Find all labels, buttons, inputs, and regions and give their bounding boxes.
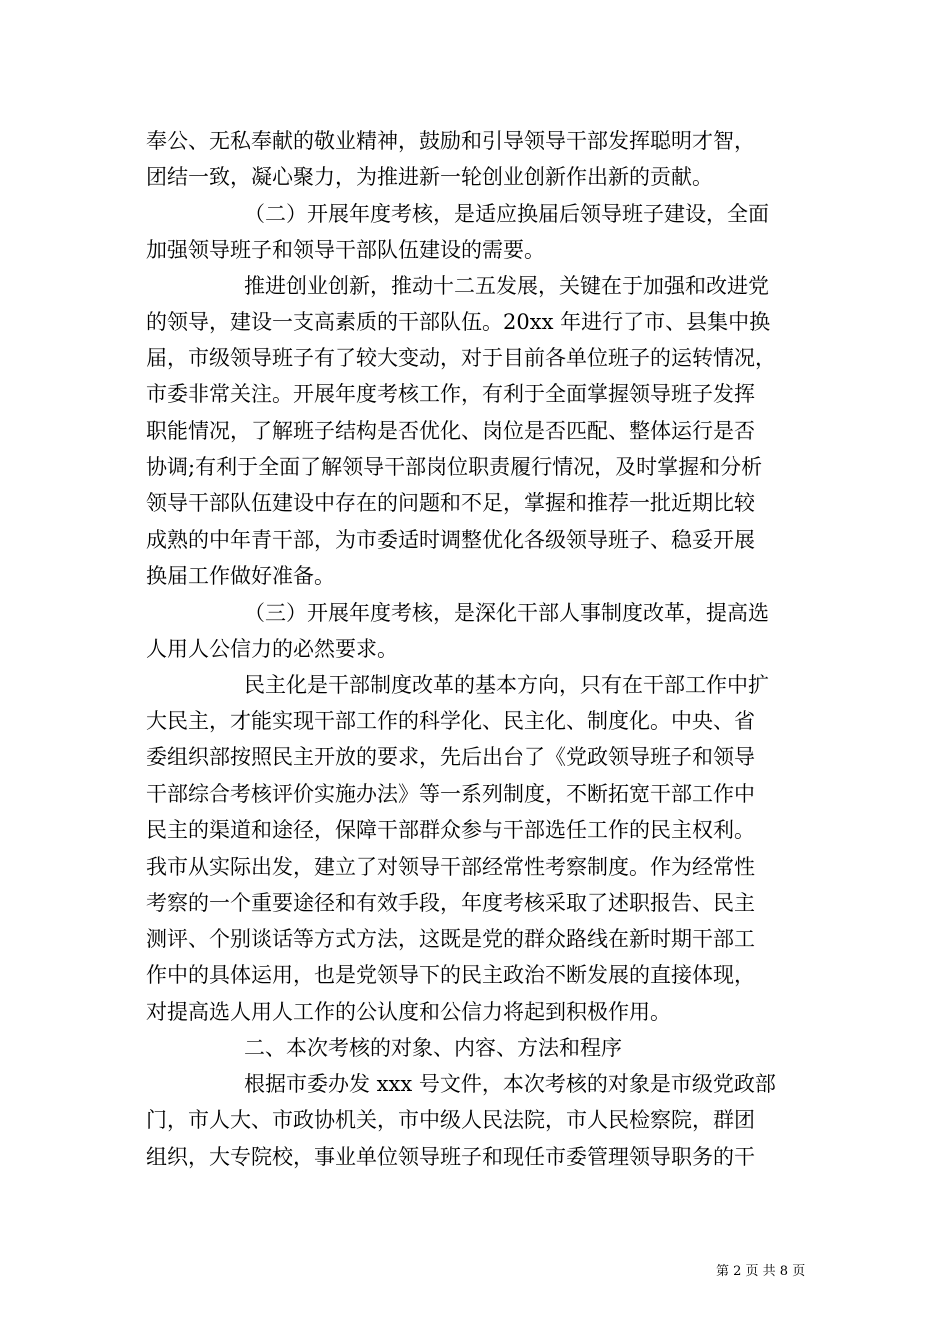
body-text-line: 根据市委办发 xxx 号文件，本次考核的对象是市级党政部 bbox=[244, 1072, 776, 1096]
body-text-line: 民主的渠道和途径，保障干部群众参与干部选任工作的民主权利。 bbox=[146, 818, 755, 842]
body-text-line: 对提高选人用人工作的公认度和公信力将起到积极作用。 bbox=[146, 1000, 671, 1024]
section-heading-line: 人用人公信力的必然要求。 bbox=[146, 637, 398, 661]
body-text-line: 届，市级领导班子有了较大变动，对于目前各单位班子的运转情况， bbox=[146, 346, 776, 370]
page-number-footer: 第 2 页 共 8 页 bbox=[716, 1264, 806, 1279]
section-heading: 二、本次考核的对象、内容、方法和程序 bbox=[244, 1036, 622, 1060]
section-heading-line: （三）开展年度考核，是深化干部人事制度改革，提高选 bbox=[244, 601, 769, 625]
body-text-line: 组织，大专院校，事业单位领导班子和现任市委管理领导职务的干 bbox=[146, 1145, 755, 1169]
body-text-line: 职能情况，了解班子结构是否优化、岗位是否匹配、整体运行是否 bbox=[146, 419, 755, 443]
body-text-line: 门，市人大、市政协机关，市中级人民法院，市人民检察院，群团 bbox=[146, 1108, 755, 1132]
body-text-line: 换届工作做好准备。 bbox=[146, 564, 335, 588]
body-text-line: 奉公、无私奉献的敬业精神，鼓励和引导领导干部发挥聪明才智， bbox=[146, 129, 755, 153]
body-text-line: 测评、个别谈话等方式方法，这既是党的群众路线在新时期干部工 bbox=[146, 927, 755, 951]
section-heading-line: （二）开展年度考核，是适应换届后领导班子建设，全面 bbox=[244, 202, 769, 226]
body-text-line: 协调;有利于全面了解领导干部岗位职责履行情况，及时掌握和分析 bbox=[146, 455, 763, 479]
body-text-line: 领导干部队伍建设中存在的问题和不足，掌握和推荐一批近期比较 bbox=[146, 491, 755, 515]
body-text-line: 推进创业创新，推动十二五发展，关键在于加强和改进党 bbox=[244, 274, 769, 298]
body-text-line: 民主化是干部制度改革的基本方向，只有在干部工作中扩 bbox=[244, 673, 769, 697]
body-text-line: 的领导，建设一支高素质的干部队伍。20xx 年进行了市、县集中换 bbox=[146, 310, 771, 334]
body-text-line: 考察的一个重要途径和有效手段，年度考核采取了述职报告、民主 bbox=[146, 891, 755, 915]
body-text-line: 成熟的中年青干部，为市委适时调整优化各级领导班子、稳妥开展 bbox=[146, 528, 755, 552]
body-text-line: 干部综合考核评价实施办法》等一系列制度，不断拓宽干部工作中 bbox=[146, 782, 755, 806]
body-text-line: 团结一致，凝心聚力，为推进新一轮创业创新作出新的贡献。 bbox=[146, 165, 713, 189]
body-text-line: 大民主，才能实现干部工作的科学化、民主化、制度化。中央、省 bbox=[146, 709, 755, 733]
body-text-line: 作中的具体运用，也是党领导下的民主政治不断发展的直接体现， bbox=[146, 963, 755, 987]
section-heading-line: 加强领导班子和领导干部队伍建设的需要。 bbox=[146, 238, 545, 262]
body-text-line: 委组织部按照民主开放的要求，先后出台了《党政领导班子和领导 bbox=[146, 745, 755, 769]
body-text-line: 市委非常关注。开展年度考核工作，有利于全面掌握领导班子发挥 bbox=[146, 382, 755, 406]
body-text-line: 我市从实际出发，建立了对领导干部经常性考察制度。作为经常性 bbox=[146, 855, 755, 879]
